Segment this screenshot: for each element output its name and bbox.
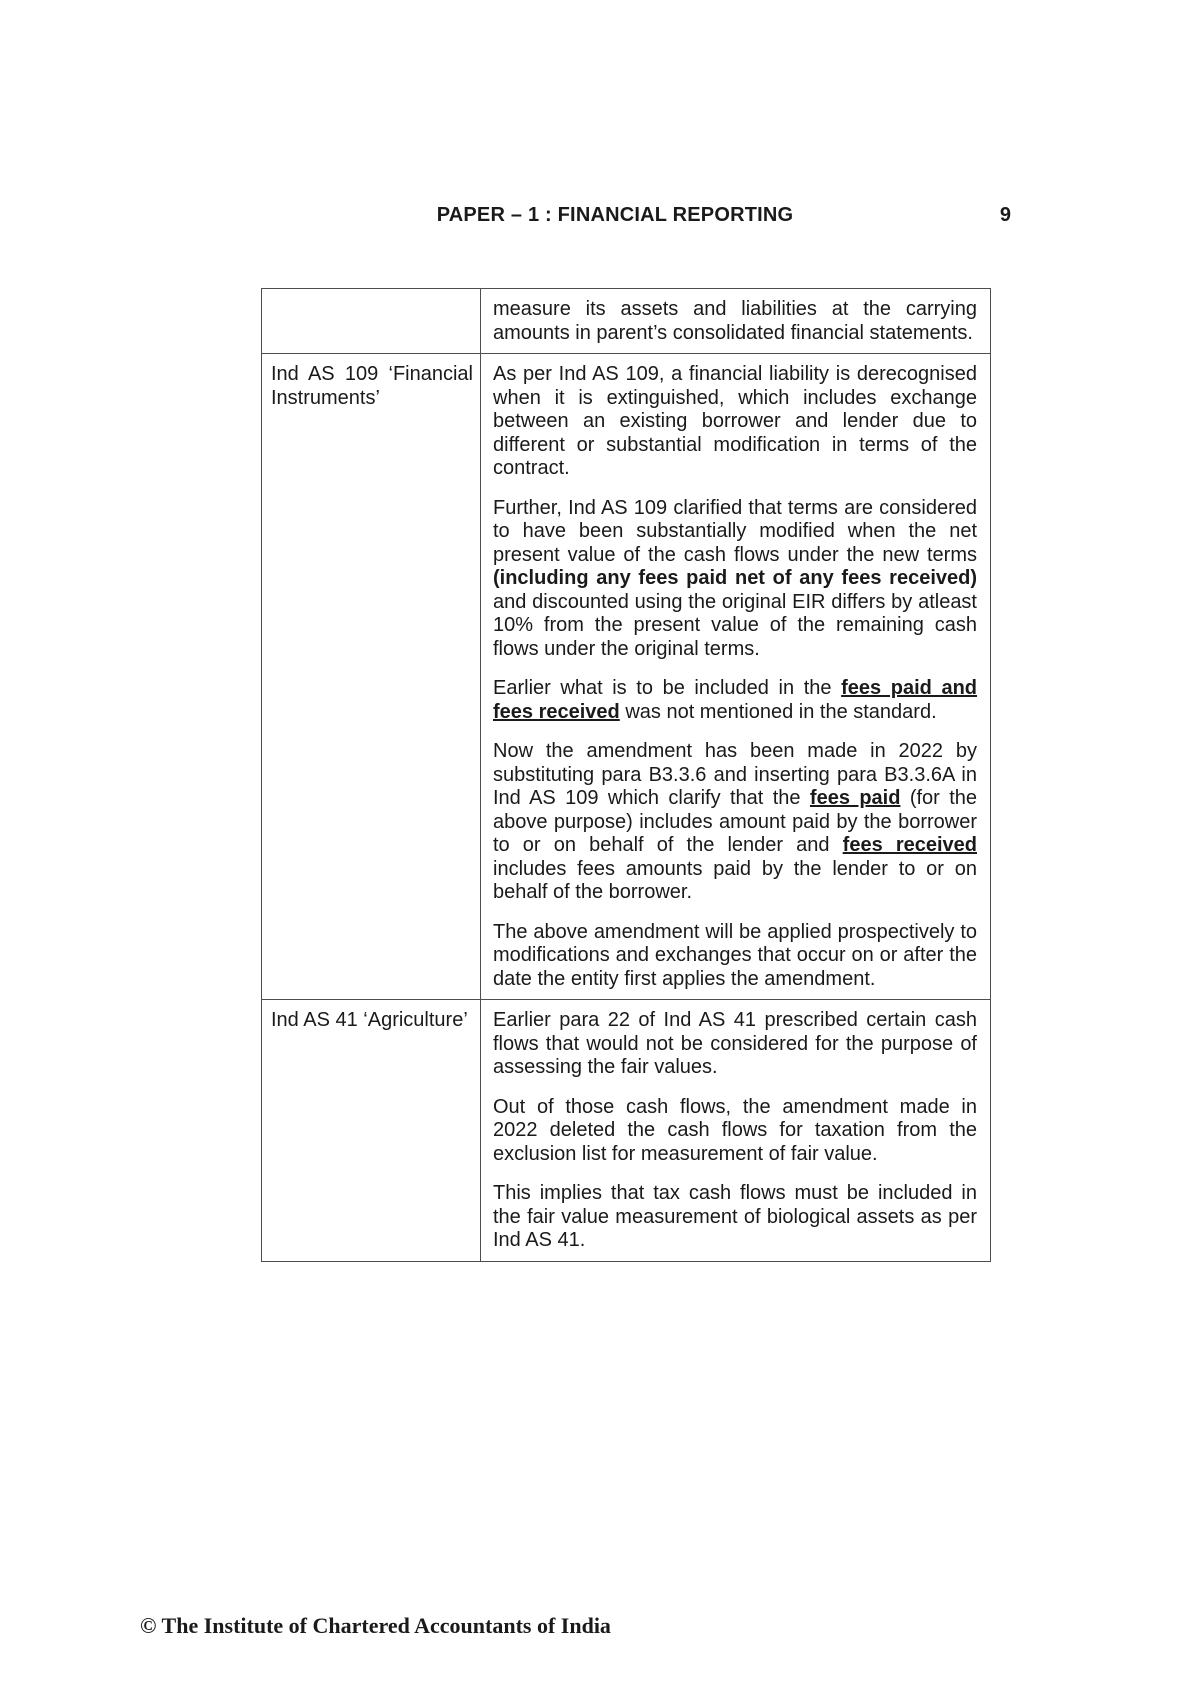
paragraph: Now the amendment has been made in 2022 by substituting para B3.3.6 and inserting para B3.3.6A in Ind AS 109 which clarify that the fees paid (for the above purpose) includes amount paid by the borrower to or on behalf of the lender and fees received includes fees amounts paid by the lender to or on behalf of the borrower. xyxy=(493,740,978,903)
page-title: PAPER – 1 : FINANCIAL REPORTING xyxy=(436,204,794,226)
table-row xyxy=(262,289,991,354)
emphasis-bold-underline: fees received xyxy=(842,834,977,856)
amendments-table-body xyxy=(262,289,991,1262)
description-cell xyxy=(481,1000,991,1262)
page-number: 9 xyxy=(999,204,1011,226)
paragraph: Earlier para 22 of Ind AS 41 prescribed certain cash flows that would not be considered for the purpose of assessing the fair values. xyxy=(493,1009,977,1078)
paragraph: Further, Ind AS 109 clarified that terms are considered to have been substantially modified when the net present value of the cash flows under the new terms (including any fees paid net of any fees received) and discounted using the original EIR differs by atleast 10% from the present value of the remaining cash flows under the original terms. xyxy=(493,496,977,660)
standard-name-cell: Ind AS 41 ‘Agriculture’ xyxy=(262,1000,481,1262)
copyright-notice: © The Institute of Chartered Accountants of India xyxy=(140,1613,611,1638)
table-row xyxy=(262,354,991,1000)
description-cell xyxy=(481,289,991,354)
emphasis-bold-underline: fees paid xyxy=(809,787,901,809)
description-cell xyxy=(481,354,991,1000)
amendments-table xyxy=(261,288,991,1262)
emphasis-bold-underline: fees paid and fees received xyxy=(493,677,978,723)
table-row xyxy=(262,1000,991,1262)
paragraph: This implies that tax cash flows must be included in the fair value measurement of biological assets as per Ind AS 41. xyxy=(493,1182,977,1251)
paragraph: The above amendment will be applied prospectively to modifications and exchanges that occur on or after the date the entity first applies the amendment. xyxy=(493,920,977,990)
standard-name-cell: Ind AS 109 ‘Financial Instruments’ xyxy=(262,354,481,1000)
paragraph: measure its assets and liabilities at the carrying amounts in parent’s consolidated financial statements. xyxy=(493,298,977,344)
standard-name-cell xyxy=(262,289,481,354)
paragraph: Out of those cash flows, the amendment made in 2022 deleted the cash flows for taxation from the exclusion list for measurement of fair value. xyxy=(493,1095,977,1165)
emphasis-bold: (including any fees paid net of any fees received) xyxy=(493,567,977,589)
paragraph: As per Ind AS 109, a financial liability is derecognised when it is extinguished, which includes exchange between an existing borrower and lender due to different or substantial modification in terms of the contract. xyxy=(493,363,977,479)
paragraph: Earlier what is to be included in the fees paid and fees received was not mentioned in the standard. xyxy=(493,677,978,723)
